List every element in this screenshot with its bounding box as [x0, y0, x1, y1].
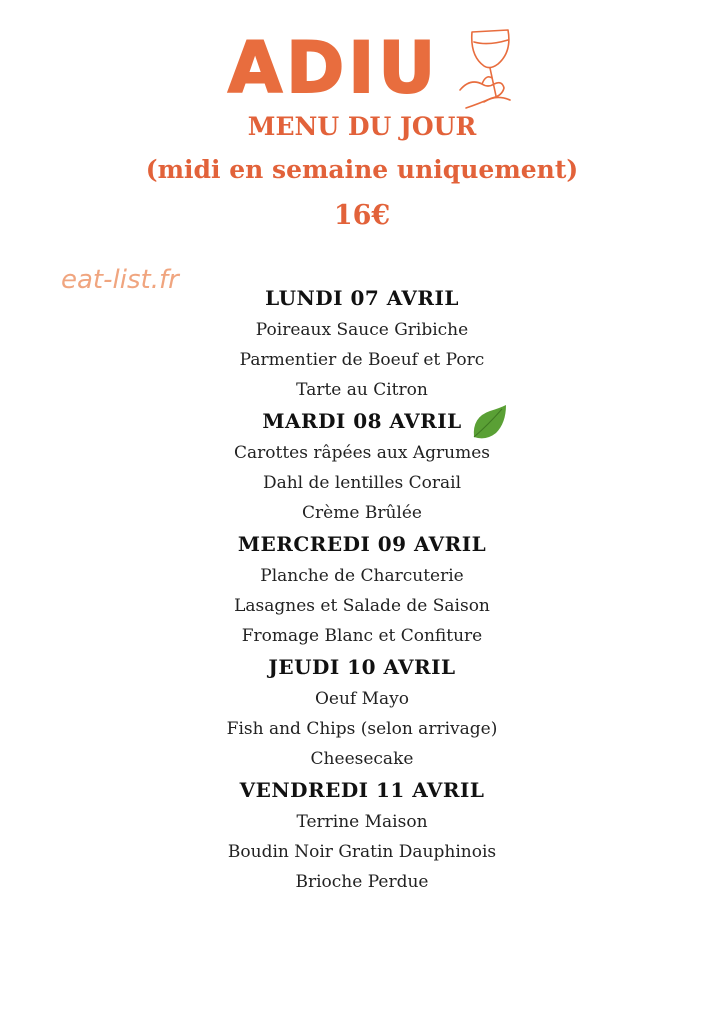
weekly-menu: [0, 282, 724, 897]
dish-dessert: Cheesecake: [310, 749, 414, 769]
dish-dessert: Crème Brûlée: [302, 503, 422, 523]
dish-dessert: Tarte au Citron: [296, 380, 428, 400]
dish-starter: Planche de Charcuterie: [260, 566, 464, 586]
day-heading: LUNDI 07 AVRIL: [265, 286, 459, 310]
dish-main: Parmentier de Boeuf et Porc: [239, 350, 485, 370]
menu-subtitle: (midi en semaine uniquement): [145, 155, 579, 184]
menu-header: [0, 0, 724, 240]
dish-main: Dahl de lentilles Corail: [262, 473, 462, 493]
dish-main: Fish and Chips (selon arrivage): [226, 719, 498, 739]
dish-dessert: Fromage Blanc et Confiture: [241, 626, 483, 646]
day-heading: MERCREDI 09 AVRIL: [237, 532, 487, 556]
day-section-monday: [0, 282, 724, 405]
dish-dessert: Brioche Perdue: [295, 872, 429, 892]
watermark: eat-list.fr: [61, 265, 179, 295]
wine-glass-hand-icon: [458, 26, 520, 112]
day-heading: JEUDI 10 AVRIL: [268, 655, 456, 679]
restaurant-logo: ADIU: [228, 27, 440, 109]
day-heading: MARDI 08 AVRIL: [262, 409, 462, 433]
day-section-tuesday: [0, 405, 724, 528]
menu-title: MENU DU JOUR: [247, 112, 477, 141]
dish-starter: Terrine Maison: [296, 812, 428, 832]
day-section-thursday: [0, 651, 724, 774]
dish-starter: Oeuf Mayo: [314, 689, 410, 709]
day-section-wednesday: [0, 528, 724, 651]
dish-starter: Carottes râpées aux Agrumes: [234, 443, 490, 463]
day-heading: VENDREDI 11 AVRIL: [239, 778, 485, 802]
dish-starter: Poireaux Sauce Gribiche: [255, 320, 469, 340]
day-section-friday: [0, 774, 724, 897]
dish-main: Boudin Noir Gratin Dauphinois: [227, 842, 497, 862]
dish-main: Lasagnes et Salade de Saison: [234, 596, 490, 616]
menu-price: 16€: [333, 200, 391, 231]
